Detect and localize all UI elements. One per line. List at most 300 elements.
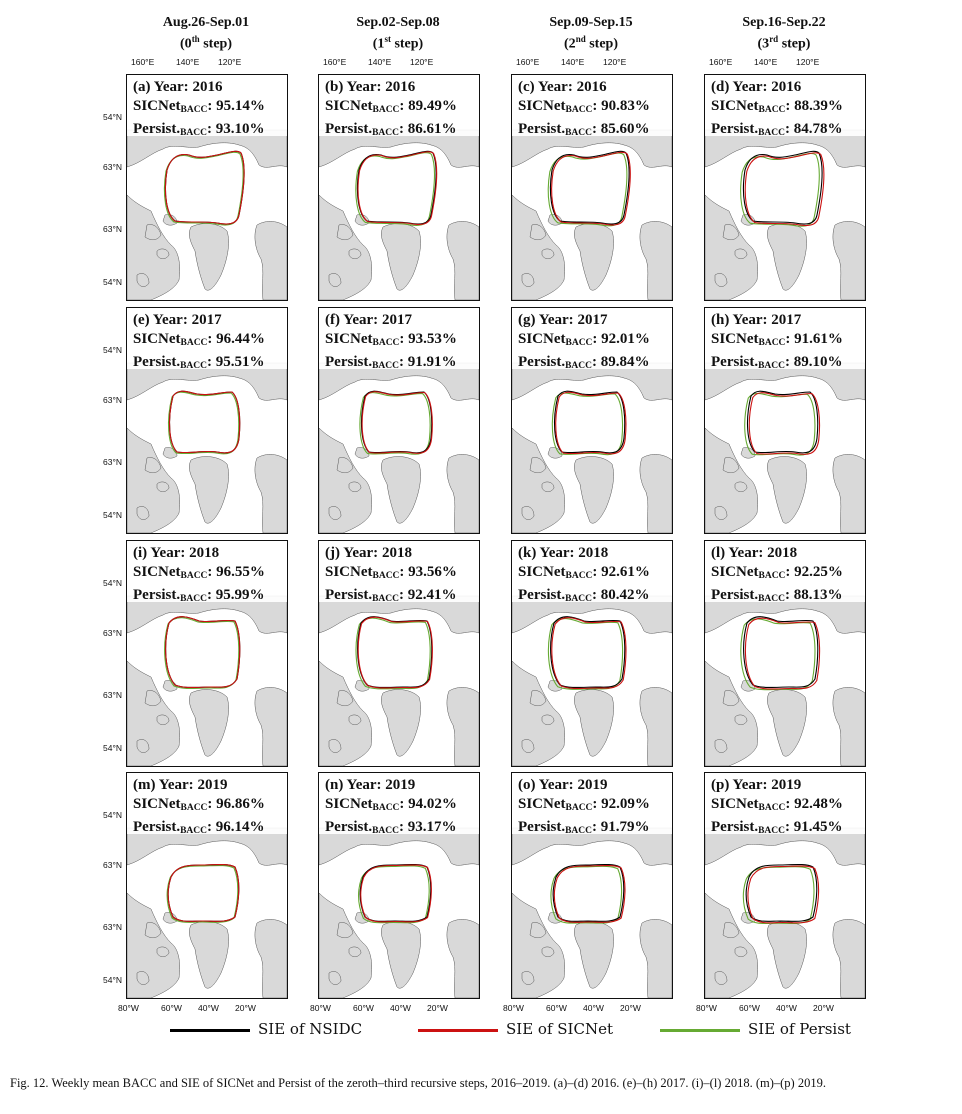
land-scandinavia [255, 221, 287, 300]
sie-sicnet-contour [748, 866, 819, 923]
land-greenland [574, 922, 613, 989]
step-ordinal: th [191, 34, 200, 44]
panel-title-line [711, 311, 865, 330]
step-number: (3 [757, 36, 770, 52]
panel-metrics [319, 75, 479, 136]
longitude-label: 60°W [353, 1003, 374, 1013]
sie-nsidc-contour [744, 617, 818, 688]
latitude-label: 54°N [103, 975, 122, 985]
sie-sicnet-contour [165, 151, 244, 224]
panel-year: 2016 [576, 79, 607, 95]
persist-bacc-value: 84.78% [793, 121, 843, 137]
colon: : [399, 564, 409, 580]
latitude-label: 63°N [103, 224, 122, 234]
latitude-label: 63°N [103, 860, 122, 870]
panel-metrics [512, 308, 672, 369]
sicnet-bacc-line [325, 563, 479, 586]
year-prefix: Year: [155, 777, 198, 793]
persist-bacc-value: 91.45% [793, 819, 843, 835]
sicnet-bacc-line [325, 97, 479, 120]
step-number: (0 [180, 36, 192, 52]
persist-bacc-line [711, 586, 865, 609]
map-panel [126, 74, 288, 301]
persist-bacc-line [711, 120, 865, 143]
step-number: (2 [564, 36, 576, 52]
colon: : [207, 564, 217, 580]
sicnet-bacc-value: 92.01% [601, 331, 650, 347]
sie-sicnet-contour [358, 152, 437, 225]
panel-letter: (g) [518, 312, 536, 328]
persist-label: Persist. [518, 121, 566, 137]
panel-title-line [133, 544, 287, 563]
sie-sicnet-contour [166, 617, 240, 688]
persist-bacc-value: 95.99% [215, 587, 265, 603]
bacc-subscript: BACC [372, 361, 399, 371]
sicnet-bacc-line [518, 330, 672, 353]
colon: : [785, 819, 794, 835]
colon: : [207, 331, 217, 347]
land-greenland [381, 457, 420, 524]
sicnet-bacc-line [133, 97, 287, 120]
persist-bacc-line [518, 818, 672, 841]
column-step [328, 31, 468, 53]
colon: : [592, 331, 602, 347]
bacc-subscript: BACC [758, 571, 786, 581]
latitude-label: 54°N [103, 112, 122, 122]
sie-sicnet-contour [745, 618, 819, 689]
map-panel [511, 772, 673, 999]
sicnet-bacc-line [518, 563, 672, 586]
colon: : [207, 121, 216, 137]
sie-sicnet-contour [556, 392, 626, 454]
sicnet-bacc-value: 91.61% [794, 331, 843, 347]
bacc-subscript: BACC [758, 826, 785, 836]
panel-year: 2017 [771, 312, 802, 328]
bacc-subscript: BACC [372, 826, 399, 836]
sicnet-bacc-line [711, 97, 865, 120]
land-greenland [189, 457, 228, 524]
sie-sicnet-contour [552, 152, 631, 225]
colon: : [399, 819, 408, 835]
panel-title-line [325, 311, 479, 330]
panel-title-line [133, 78, 287, 97]
sie-persist-contour [743, 867, 814, 924]
bacc-subscript: BACC [758, 128, 785, 138]
sie-nsidc-contour [550, 151, 629, 224]
sicnet-bacc-value: 90.83% [601, 98, 650, 114]
colon: : [592, 587, 601, 603]
sicnet-label: SICNet [711, 564, 759, 580]
latitude-label: 63°N [103, 395, 122, 405]
panel-title-line [711, 78, 865, 97]
panel-letter: (i) [133, 545, 148, 561]
sie-nsidc-contour [553, 865, 624, 922]
colon: : [399, 98, 409, 114]
bacc-subscript: BACC [180, 826, 207, 836]
sicnet-bacc-value: 92.25% [794, 564, 843, 580]
sie-persist-contour [359, 866, 430, 923]
bacc-subscript: BACC [758, 361, 785, 371]
top-longitude-labels [318, 57, 498, 69]
longitude-label: 80°W [696, 1003, 717, 1013]
persist-label: Persist. [133, 587, 181, 603]
sicnet-label: SICNet [133, 796, 181, 812]
sie-sicnet-contour [361, 865, 432, 922]
panel-metrics [127, 541, 287, 602]
sicnet-label: SICNet [518, 98, 566, 114]
colon: : [207, 819, 216, 835]
panel-title-line [133, 776, 287, 795]
map-panel [126, 772, 288, 999]
longitude-label: 140°E [176, 57, 200, 67]
bacc-subscript: BACC [565, 571, 593, 581]
colon: : [399, 796, 409, 812]
land-greenland [381, 922, 420, 989]
sicnet-label: SICNet [133, 564, 181, 580]
column-step [521, 31, 661, 53]
sie-nsidc-contour [358, 617, 432, 688]
land-scandinavia [447, 221, 479, 300]
sie-persist-contour [360, 393, 430, 455]
persist-bacc-value: 91.91% [407, 354, 457, 370]
persist-bacc-line [325, 818, 479, 841]
longitude-label: 120°E [410, 57, 434, 67]
panel-year: 2017 [191, 312, 222, 328]
land-greenland [189, 224, 228, 291]
bacc-subscript: BACC [180, 105, 208, 115]
persist-label: Persist. [133, 819, 181, 835]
sie-nsidc-contour [165, 151, 244, 224]
year-prefix: Year: [340, 545, 382, 561]
panel-title-line [325, 776, 479, 795]
legend-label: SIE of Persist [748, 1020, 851, 1038]
colon: : [399, 121, 408, 137]
sicnet-bacc-line [518, 795, 672, 818]
year-prefix: Year: [729, 79, 772, 95]
panel-year: 2019 [771, 777, 802, 793]
land-greenland [767, 690, 806, 757]
persist-bacc-line [518, 586, 672, 609]
bacc-subscript: BACC [758, 105, 786, 115]
step-word: step) [778, 36, 811, 52]
colon: : [592, 354, 601, 370]
land-greenland [189, 690, 228, 757]
panel-letter: (a) [133, 79, 151, 95]
panel-year: 2018 [381, 545, 412, 561]
bacc-subscript: BACC [758, 594, 785, 604]
panel-year: 2017 [577, 312, 608, 328]
bacc-subscript: BACC [758, 803, 786, 813]
longitude-label: 60°W [546, 1003, 567, 1013]
longitude-label: 40°W [583, 1003, 604, 1013]
step-ordinal: nd [575, 34, 586, 44]
bacc-subscript: BACC [180, 571, 208, 581]
panel-letter: (n) [325, 777, 344, 793]
land-scandinavia [640, 454, 672, 533]
sie-persist-contour [165, 618, 239, 689]
land-scandinavia [833, 687, 865, 766]
sie-persist-contour [356, 618, 430, 689]
sicnet-label: SICNet [711, 331, 759, 347]
sicnet-bacc-value: 95.14% [216, 98, 265, 114]
year-prefix: Year: [149, 312, 192, 328]
sie-nsidc-contour [170, 391, 240, 453]
sicnet-label: SICNet [325, 331, 373, 347]
persist-bacc-value: 93.10% [215, 121, 265, 137]
map-panel [318, 540, 480, 767]
colon: : [592, 121, 601, 137]
year-prefix: Year: [147, 545, 190, 561]
column-step [136, 31, 276, 53]
sicnet-label: SICNet [518, 331, 566, 347]
sicnet-bacc-line [518, 97, 672, 120]
panel-year: 2019 [577, 777, 608, 793]
sicnet-bacc-line [133, 330, 287, 353]
sicnet-bacc-line [711, 330, 865, 353]
sicnet-bacc-value: 96.44% [216, 331, 265, 347]
persist-bacc-value: 80.42% [600, 587, 650, 603]
sicnet-bacc-line [711, 795, 865, 818]
land-scandinavia [255, 919, 287, 998]
land-canada [127, 195, 180, 300]
land-scandinavia [833, 919, 865, 998]
longitude-label: 20°W [235, 1003, 256, 1013]
panel-letter: (j) [325, 545, 340, 561]
column-date: Sep.09-Sep.15 [549, 15, 633, 30]
colon: : [785, 564, 795, 580]
year-prefix: Year: [340, 312, 382, 328]
panel-metrics [705, 75, 865, 136]
persist-bacc-line [133, 586, 287, 609]
bacc-subscript: BACC [180, 803, 208, 813]
longitude-label: 40°W [776, 1003, 797, 1013]
bacc-subscript: BACC [565, 105, 593, 115]
land-greenland [189, 922, 228, 989]
persist-bacc-value: 88.13% [793, 587, 843, 603]
panel-year: 2016 [771, 79, 802, 95]
sicnet-label: SICNet [711, 796, 759, 812]
bacc-subscript: BACC [372, 803, 400, 813]
longitude-label: 140°E [561, 57, 585, 67]
panel-title-line [711, 776, 865, 795]
land-canada [512, 661, 565, 766]
sicnet-label: SICNet [325, 98, 373, 114]
sie-persist-contour [356, 153, 435, 226]
year-prefix: Year: [535, 777, 578, 793]
bottom-longitude-labels [503, 1003, 683, 1015]
colon: : [785, 331, 795, 347]
bacc-subscript: BACC [372, 128, 399, 138]
latitude-label: 63°N [103, 628, 122, 638]
panel-title-line [518, 311, 672, 330]
year-prefix: Year: [150, 79, 193, 95]
panel-metrics [512, 541, 672, 602]
panel-letter: (c) [518, 79, 535, 95]
land-scandinavia [640, 919, 672, 998]
persist-bacc-line [518, 120, 672, 143]
bacc-subscript: BACC [565, 361, 592, 371]
map-panel [126, 307, 288, 534]
persist-bacc-line [325, 586, 479, 609]
longitude-label: 140°E [368, 57, 392, 67]
bacc-subscript: BACC [180, 338, 208, 348]
top-longitude-labels [704, 57, 884, 69]
longitude-label: 40°W [390, 1003, 411, 1013]
longitude-label: 120°E [796, 57, 820, 67]
sie-nsidc-contour [360, 865, 431, 922]
colon: : [207, 796, 217, 812]
panel-year: 2017 [381, 312, 412, 328]
longitude-label: 160°E [323, 57, 347, 67]
panel-year: 2018 [189, 545, 220, 561]
longitude-label: 160°E [516, 57, 540, 67]
land-canada [127, 893, 180, 998]
bacc-subscript: BACC [372, 105, 400, 115]
persist-bacc-value: 92.41% [407, 587, 457, 603]
land-canada [319, 195, 372, 300]
map-panel [126, 540, 288, 767]
persist-bacc-value: 95.51% [215, 354, 265, 370]
land-canada [319, 661, 372, 766]
sie-nsidc-contour [555, 391, 625, 453]
sie-sicnet-contour [745, 153, 824, 226]
latitude-label: 63°N [103, 690, 122, 700]
panel-letter: (k) [518, 545, 537, 561]
panel-letter: (o) [518, 777, 536, 793]
panel-year: 2016 [385, 79, 416, 95]
panel-metrics [127, 75, 287, 136]
panel-letter: (l) [711, 545, 726, 561]
top-longitude-labels [126, 57, 306, 69]
land-greenland [767, 457, 806, 524]
column-header [714, 14, 854, 53]
sie-nsidc-contour [746, 865, 817, 922]
bacc-subscript: BACC [758, 338, 786, 348]
persist-bacc-line [133, 818, 287, 841]
sie-persist-contour [164, 152, 243, 225]
map-panel [318, 307, 480, 534]
land-greenland [767, 224, 806, 291]
persist-bacc-line [711, 818, 865, 841]
sie-nsidc-contour [743, 151, 822, 224]
step-number: (1 [372, 36, 385, 52]
map-panel [704, 540, 866, 767]
persist-bacc-line [133, 353, 287, 376]
sicnet-label: SICNet [133, 331, 181, 347]
longitude-label: 140°E [754, 57, 778, 67]
panel-year: 2018 [767, 545, 798, 561]
figure-legend [170, 1019, 870, 1041]
step-ordinal: st [384, 34, 391, 44]
persist-bacc-value: 96.14% [215, 819, 265, 835]
land-greenland [767, 922, 806, 989]
sicnet-bacc-line [325, 795, 479, 818]
bacc-subscript: BACC [372, 571, 400, 581]
column-header [328, 14, 468, 53]
persist-bacc-value: 93.17% [407, 819, 457, 835]
sicnet-label: SICNet [518, 796, 566, 812]
sie-nsidc-contour [362, 391, 432, 453]
persist-bacc-value: 89.84% [600, 354, 650, 370]
colon: : [785, 587, 794, 603]
sie-persist-contour [741, 153, 820, 226]
colon: : [592, 796, 602, 812]
panel-metrics [512, 75, 672, 136]
sie-nsidc-contour [168, 865, 239, 922]
longitude-label: 60°W [161, 1003, 182, 1013]
sicnet-bacc-value: 96.55% [216, 564, 265, 580]
year-prefix: Year: [343, 777, 386, 793]
panel-letter: (h) [711, 312, 730, 328]
panel-metrics [705, 773, 865, 834]
sicnet-label: SICNet [711, 98, 759, 114]
panel-metrics [127, 308, 287, 369]
persist-bacc-value: 86.61% [407, 121, 457, 137]
land-canada [512, 893, 565, 998]
bacc-subscript: BACC [565, 594, 592, 604]
sicnet-bacc-line [133, 563, 287, 586]
bacc-subscript: BACC [180, 361, 207, 371]
panel-metrics [705, 541, 865, 602]
sie-persist-contour [741, 619, 815, 690]
sie-persist-contour [169, 392, 239, 454]
land-scandinavia [640, 221, 672, 300]
year-prefix: Year: [536, 545, 579, 561]
sie-sicnet-contour [554, 866, 625, 923]
panel-year: 2019 [197, 777, 228, 793]
land-scandinavia [833, 454, 865, 533]
sie-sicnet-contour [362, 392, 432, 454]
sicnet-bacc-value: 93.53% [408, 331, 457, 347]
land-canada [127, 661, 180, 766]
land-canada [705, 195, 758, 300]
bottom-longitude-labels [696, 1003, 876, 1015]
persist-bacc-line [518, 353, 672, 376]
year-prefix: Year: [725, 545, 768, 561]
sicnet-bacc-value: 89.49% [408, 98, 457, 114]
panel-letter: (m) [133, 777, 156, 793]
map-panel [318, 74, 480, 301]
step-ordinal: rd [769, 34, 779, 44]
longitude-label: 60°W [739, 1003, 760, 1013]
sicnet-bacc-value: 93.56% [408, 564, 457, 580]
colon: : [399, 587, 408, 603]
land-scandinavia [447, 687, 479, 766]
sicnet-bacc-value: 92.48% [794, 796, 843, 812]
map-panel [318, 772, 480, 999]
bottom-longitude-labels [118, 1003, 298, 1015]
map-panel [704, 772, 866, 999]
land-greenland [574, 690, 613, 757]
column-date: Sep.16-Sep.22 [742, 15, 826, 30]
bacc-subscript: BACC [372, 594, 399, 604]
colon: : [207, 354, 216, 370]
sicnet-label: SICNet [325, 796, 373, 812]
map-panel [511, 74, 673, 301]
panel-letter: (b) [325, 79, 344, 95]
colon: : [399, 354, 408, 370]
sicnet-bacc-value: 92.61% [601, 564, 650, 580]
land-greenland [381, 690, 420, 757]
panel-title-line [711, 544, 865, 563]
sie-persist-contour [167, 866, 238, 923]
panel-metrics [705, 308, 865, 369]
persist-label: Persist. [711, 587, 759, 603]
panel-title-line [518, 78, 672, 97]
persist-label: Persist. [518, 587, 566, 603]
panel-title-line [133, 311, 287, 330]
bottom-longitude-labels [310, 1003, 490, 1015]
